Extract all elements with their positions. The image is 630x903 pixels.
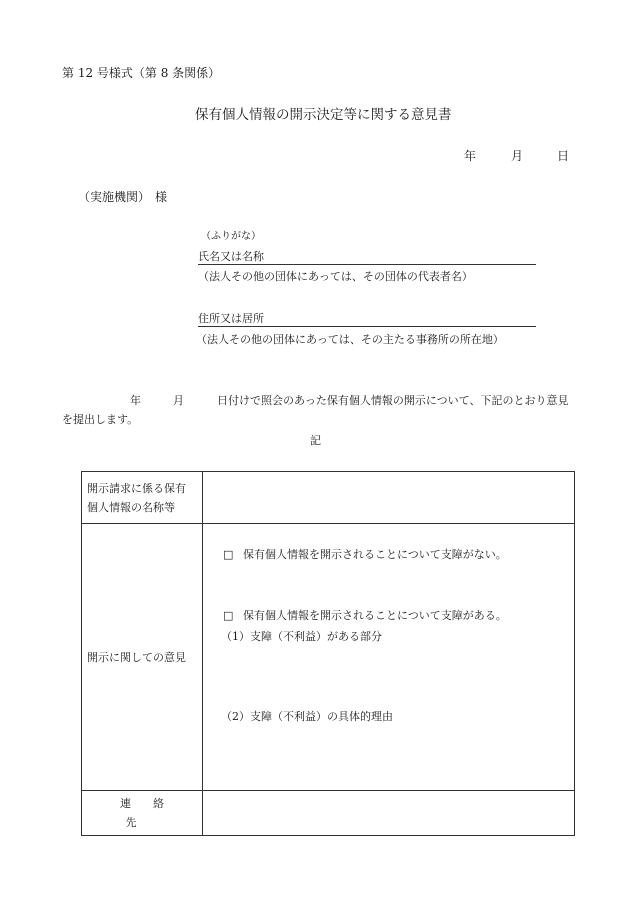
row-info-name-value[interactable]	[203, 472, 575, 524]
body-month: 月	[173, 394, 184, 407]
row-opinion-label: 開示に関しての意見	[82, 524, 203, 791]
body-year: 年	[130, 394, 141, 407]
date-month: 月	[511, 149, 524, 163]
date-year: 年	[464, 149, 477, 163]
addressee-agency: （実施機関）	[78, 190, 151, 204]
name-label: 氏名又は名称	[198, 250, 264, 263]
option-no-issue: 保有個人情報を開示されることについて支障がない。	[243, 548, 507, 561]
row-info-name-label-line2: 個人情報の名称等	[87, 500, 175, 514]
sub-item-specific-reason: （2）支障（不利益）の具体的理由	[221, 710, 393, 723]
row-info-name-label-line1: 開示請求に係る保有	[87, 481, 186, 495]
row-info-name-label	[82, 472, 203, 524]
row-contact-value[interactable]	[203, 791, 575, 836]
form-number: 第 12 号様式（第 8 条関係）	[62, 66, 221, 80]
address-field-line[interactable]	[198, 326, 536, 327]
name-field-line[interactable]	[198, 264, 536, 265]
opinion-table	[81, 471, 575, 836]
date-day: 日	[557, 149, 570, 163]
checkbox-issue[interactable]: □	[223, 609, 234, 622]
sub-item-affected-part: （1）支障（不利益）がある部分	[221, 630, 382, 643]
address-note: （法人その他の団体にあっては、その主たる事務所の所在地）	[196, 333, 504, 346]
option-issue: 保有個人情報を開示されることについて支障がある。	[243, 609, 507, 622]
checkbox-no-issue[interactable]: □	[223, 548, 234, 561]
furigana-label: （ふりがな）	[201, 231, 261, 242]
name-note: （法人その他の団体にあっては、その団体の代表者名）	[198, 270, 473, 283]
page-title: 保有個人情報の開示決定等に関する意見書	[195, 107, 452, 123]
row-opinion-value[interactable]	[203, 524, 575, 791]
body-line2: を提出します。	[62, 413, 139, 426]
address-label: 住所又は居所	[198, 312, 264, 325]
body-line1: 日付けで照会のあった保有個人情報の開示について、下記のとおり意見	[217, 394, 569, 407]
addressee-honorific: 様	[155, 190, 168, 204]
row-contact-label: 連絡先	[82, 791, 203, 836]
ki-heading: 記	[310, 434, 321, 447]
